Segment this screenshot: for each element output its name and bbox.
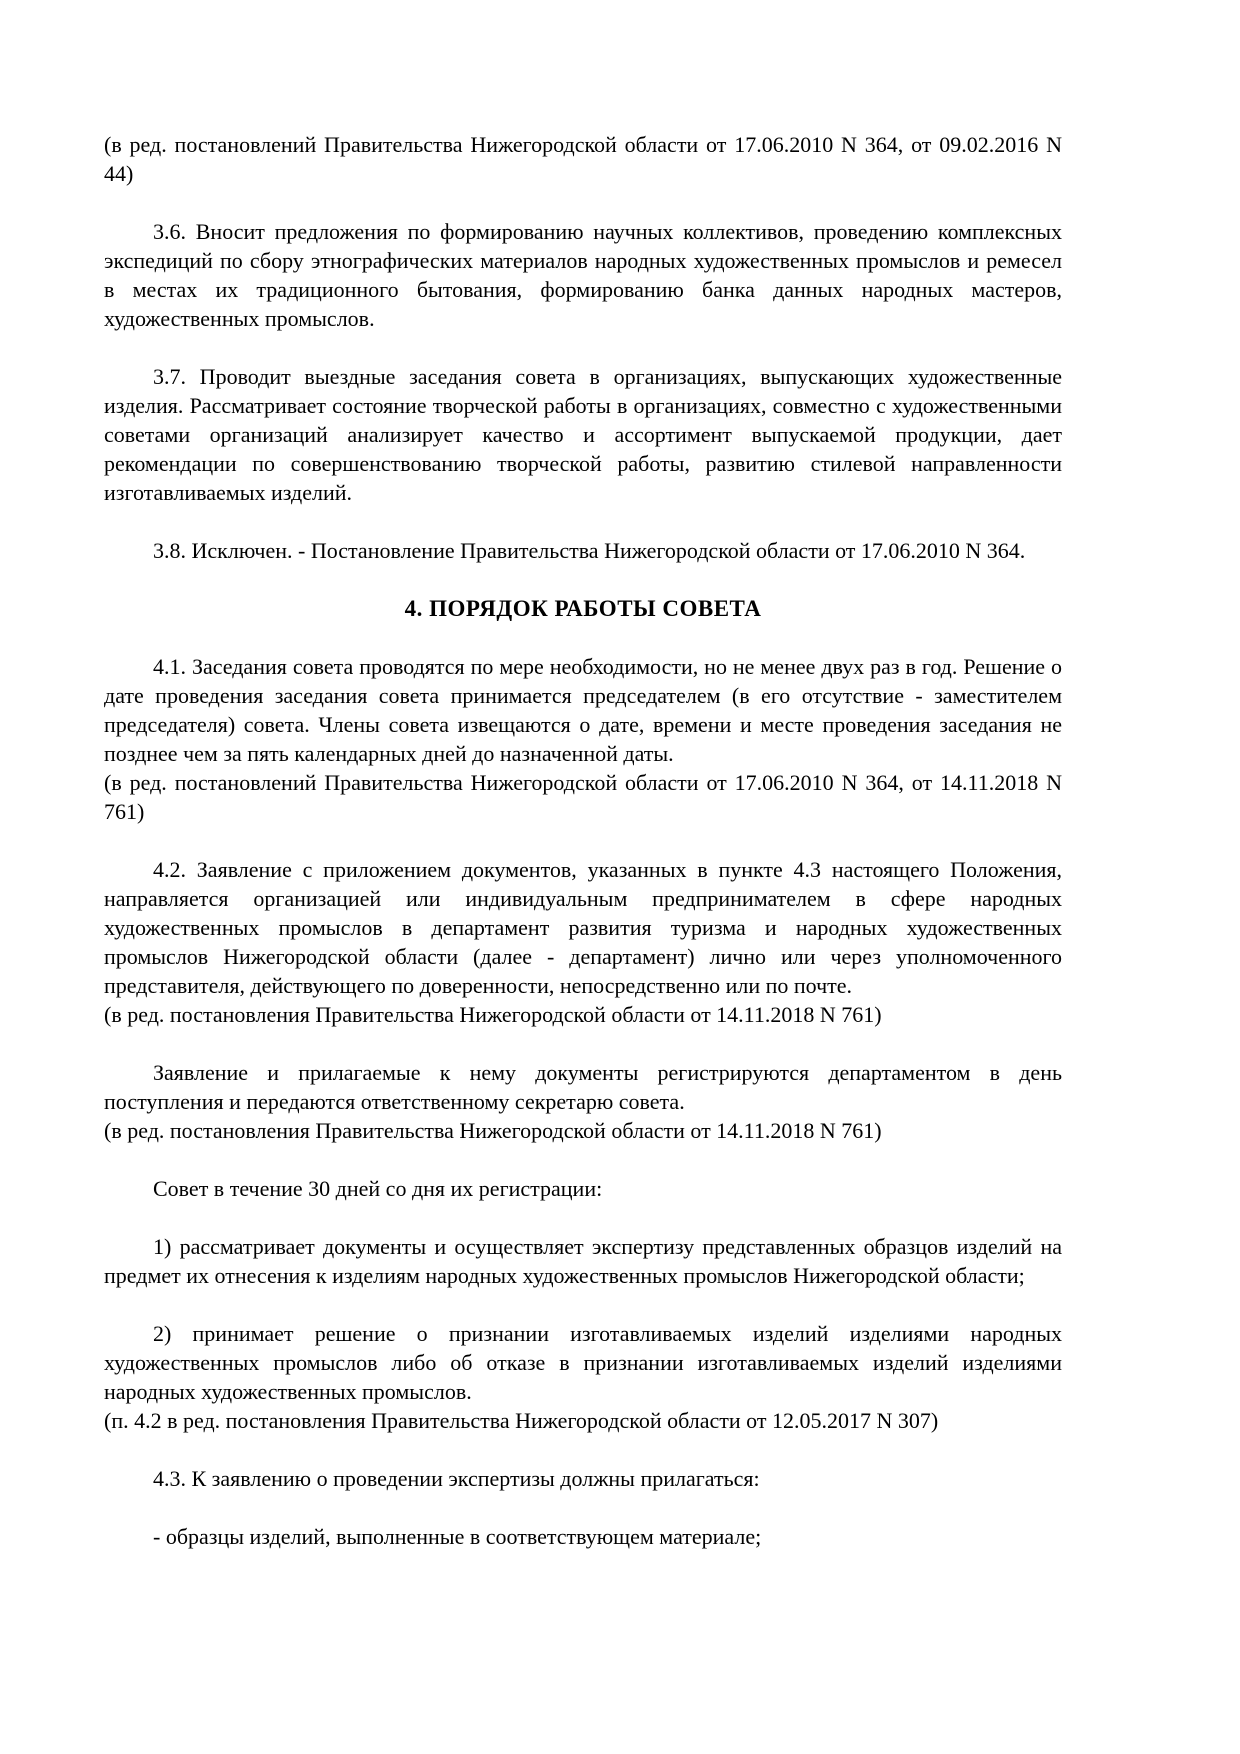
- amendment-note: (в ред. постановлений Правительства Нижегородской области от 17.06.2010 N 364, от 09.02.2016 N 44): [104, 132, 1062, 186]
- paragraph-4-2: 4.2. Заявление с приложением документов, указанных в пункте 4.3 настоящего Положения, направляется организацией или индивидуальным предпринимателем в сфере народных художественных промыслов в департамент развития туризма и народных художественных промыслов Нижегородской области (далее - департамент) лично или через уполномоченного представителя, действующего по доверенности, непосредственно или по почте.: [104, 857, 1062, 998]
- paragraph-3-8: 3.8. Исключен. - Постановление Правительства Нижегородской области от 17.06.2010 N 364.: [153, 538, 1026, 563]
- paragraph-3-7: 3.7. Проводит выездные заседания совета в организациях, выпускающих художественные изделия. Рассматривает состояние творческой работы в организациях, совместно с художественными советами организаций анализирует качество и ассортимент выпускаемой продукции, дает рекомендации по совершенствованию творческой работы, развитию стилевой направленности изготавливаемых изделий.: [104, 364, 1062, 505]
- list-item-2: 2) принимает решение о признании изготавливаемых изделий изделиями народных художественных промыслов либо об отказе в признании изготавливаемых изделий изделиями народных художественных промыслов.: [104, 1321, 1062, 1404]
- paragraph-4-1: 4.1. Заседания совета проводятся по мере необходимости, но не менее двух раз в год. Решение о дате проведения заседания совета принимается председателем (в его отсутствие - заместителем председателя) совета. Члены совета извещаются о дате, времени и месте проведения заседания не позднее чем за пять календарных дней до назначенной даты.: [104, 654, 1062, 766]
- amendment-note: (в ред. постановлений Правительства Нижегородской области от 17.06.2010 N 364, от 14.11.2018 N 761): [104, 770, 1062, 824]
- list-item-1: 1) рассматривает документы и осуществляет экспертизу представленных образцов изделий на предмет их отнесения к изделиям народных художественных промыслов Нижегородской области;: [104, 1234, 1062, 1288]
- paragraph-4-3: 4.3. К заявлению о проведении экспертизы должны прилагаться:: [153, 1466, 760, 1491]
- amendment-note: (п. 4.2 в ред. постановления Правительства Нижегородской области от 12.05.2017 N 307): [104, 1408, 939, 1433]
- amendment-note: (в ред. постановления Правительства Нижегородской области от 14.11.2018 N 761): [104, 1118, 882, 1143]
- amendment-note: (в ред. постановления Правительства Нижегородской области от 14.11.2018 N 761): [104, 1002, 882, 1027]
- paragraph-registration: Заявление и прилагаемые к нему документы регистрируются департаментом в день поступления и передаются ответственному секретарю совета.: [104, 1060, 1062, 1114]
- list-item-dash: - образцы изделий, выполненные в соответствующем материале;: [153, 1524, 762, 1549]
- paragraph-3-6: 3.6. Вносит предложения по формированию научных коллективов, проведению комплексных экспедиций по сбору этнографических материалов народных художественных промыслов и ремесел в местах их традиционного бытования, формированию банка данных народных мастеров, художественных промыслов.: [104, 219, 1062, 331]
- section-heading: 4. ПОРЯДОК РАБОТЫ СОВЕТА: [404, 596, 762, 621]
- paragraph-30-days: Совет в течение 30 дней со дня их регистрации:: [153, 1176, 603, 1201]
